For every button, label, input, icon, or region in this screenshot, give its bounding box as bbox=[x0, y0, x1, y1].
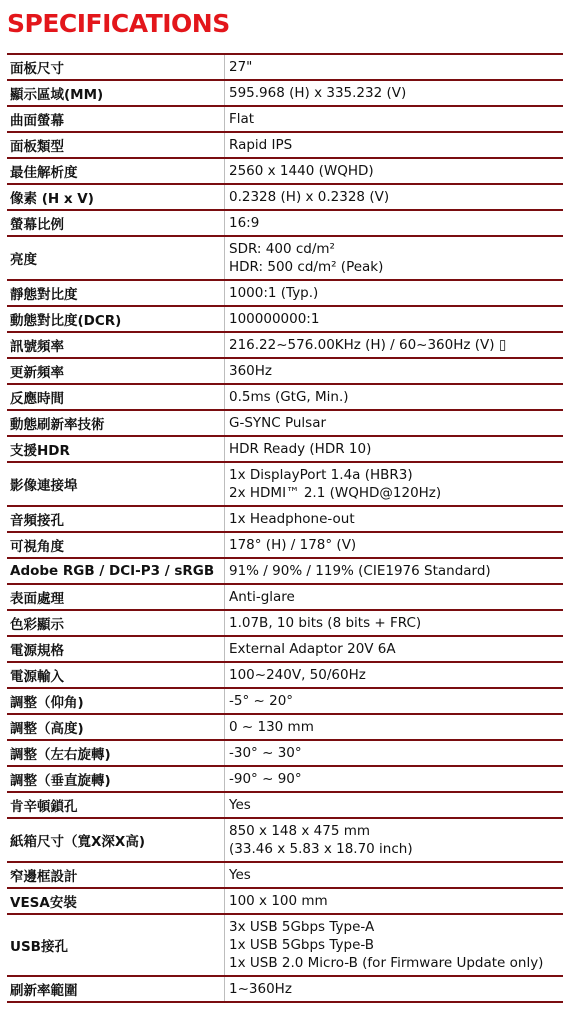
spec-value-line: 2560 x 1440 (WQHD) bbox=[229, 163, 374, 179]
spec-label: 面板類型 bbox=[7, 133, 225, 157]
spec-row bbox=[7, 81, 563, 107]
spec-row bbox=[7, 715, 563, 741]
spec-label: 影像連接埠 bbox=[7, 463, 225, 505]
spec-value-line: HDR Ready (HDR 10) bbox=[229, 441, 372, 457]
spec-value-line: G-SYNC Pulsar bbox=[229, 415, 327, 431]
spec-row bbox=[7, 185, 563, 211]
spec-value-line: 1x USB 2.0 Micro-B (for Firmware Update only) bbox=[229, 955, 544, 971]
spec-value-line: 360Hz bbox=[229, 363, 273, 379]
spec-value bbox=[225, 437, 563, 461]
spec-row bbox=[7, 507, 563, 533]
spec-value-line: 16:9 bbox=[229, 215, 260, 231]
spec-row bbox=[7, 55, 563, 81]
spec-value bbox=[225, 333, 563, 357]
spec-value-line: Rapid IPS bbox=[229, 137, 293, 153]
spec-value bbox=[225, 533, 563, 557]
spec-row bbox=[7, 411, 563, 437]
spec-value-line: 0 ~ 130 mm bbox=[229, 719, 314, 735]
spec-value bbox=[225, 559, 563, 583]
spec-value bbox=[225, 611, 563, 635]
spec-value-line: 2x HDMI™ 2.1 (WQHD@120Hz) bbox=[229, 485, 442, 501]
spec-value-line: SDR: 400 cd/m² bbox=[229, 241, 335, 257]
spec-value-line: -5° ~ 20° bbox=[229, 693, 294, 709]
spec-label: 調整（仰角) bbox=[7, 689, 225, 713]
spec-row bbox=[7, 585, 563, 611]
spec-label: 電源規格 bbox=[7, 637, 225, 661]
spec-row bbox=[7, 767, 563, 793]
spec-value-line: 1000:1 (Typ.) bbox=[229, 285, 319, 301]
spec-row bbox=[7, 741, 563, 767]
spec-row bbox=[7, 437, 563, 463]
spec-row bbox=[7, 889, 563, 915]
spec-row bbox=[7, 237, 563, 281]
spec-value bbox=[225, 81, 563, 105]
spec-label: Adobe RGB / DCI-P3 / sRGB bbox=[7, 559, 225, 583]
spec-value-line: 1x Headphone-out bbox=[229, 511, 355, 527]
spec-value-line: 0.5ms (GtG, Min.) bbox=[229, 389, 349, 405]
spec-label: 螢幕比例 bbox=[7, 211, 225, 235]
spec-row bbox=[7, 463, 563, 507]
spec-value bbox=[225, 55, 563, 79]
spec-value-line: 178° (H) / 178° (V) bbox=[229, 537, 357, 553]
spec-row bbox=[7, 211, 563, 237]
spec-value bbox=[225, 211, 563, 235]
spec-value bbox=[225, 359, 563, 383]
spec-label: 調整（高度) bbox=[7, 715, 225, 739]
spec-label: 紙箱尺寸（寬X深X高) bbox=[7, 819, 225, 861]
spec-value bbox=[225, 463, 563, 505]
spec-value-line: 1x DisplayPort 1.4a (HBR3) bbox=[229, 467, 413, 483]
spec-label: 更新頻率 bbox=[7, 359, 225, 383]
spec-value bbox=[225, 915, 563, 975]
page-title: SPECIFICATIONS bbox=[7, 9, 230, 38]
spec-label: 調整（左右旋轉) bbox=[7, 741, 225, 765]
spec-value-line: Yes bbox=[229, 867, 251, 883]
spec-label: 肯辛頓鎖孔 bbox=[7, 793, 225, 817]
spec-label: 面板尺寸 bbox=[7, 55, 225, 79]
spec-label: USB接孔 bbox=[7, 915, 225, 975]
spec-value bbox=[225, 663, 563, 687]
spec-value bbox=[225, 107, 563, 131]
spec-label: 反應時間 bbox=[7, 385, 225, 409]
spec-value-line: 3x USB 5Gbps Type-A bbox=[229, 919, 375, 935]
spec-value-line: 91% / 90% / 119% (CIE1976 Standard) bbox=[229, 563, 491, 579]
spec-row bbox=[7, 819, 563, 863]
spec-value-line: 850 x 148 x 475 mm bbox=[229, 823, 371, 839]
spec-row bbox=[7, 863, 563, 889]
spec-label: 顯示區域(MM) bbox=[7, 81, 225, 105]
spec-row bbox=[7, 793, 563, 819]
spec-value bbox=[225, 159, 563, 183]
spec-value-line: -30° ~ 30° bbox=[229, 745, 302, 761]
spec-value-line: 1.07B, 10 bits (8 bits + FRC) bbox=[229, 615, 422, 631]
spec-row bbox=[7, 359, 563, 385]
spec-value bbox=[225, 863, 563, 887]
spec-label: 動態對比度(DCR) bbox=[7, 307, 225, 331]
spec-value-line: Flat bbox=[229, 111, 255, 127]
spec-label: 動態刷新率技術 bbox=[7, 411, 225, 435]
spec-row bbox=[7, 159, 563, 185]
spec-value bbox=[225, 411, 563, 435]
spec-value bbox=[225, 977, 563, 1001]
spec-label: 刷新率範圍 bbox=[7, 977, 225, 1001]
spec-label: 亮度 bbox=[7, 237, 225, 279]
spec-label: 訊號頻率 bbox=[7, 333, 225, 357]
spec-row bbox=[7, 663, 563, 689]
spec-table bbox=[7, 53, 563, 1003]
spec-row bbox=[7, 385, 563, 411]
spec-value bbox=[225, 741, 563, 765]
spec-value bbox=[225, 767, 563, 791]
spec-value bbox=[225, 715, 563, 739]
spec-value bbox=[225, 385, 563, 409]
spec-value-line: (33.46 x 5.83 x 18.70 inch) bbox=[229, 841, 413, 857]
spec-value bbox=[225, 689, 563, 713]
spec-value bbox=[225, 237, 563, 279]
spec-value-line: 27" bbox=[229, 59, 253, 75]
spec-label: 曲面螢幕 bbox=[7, 107, 225, 131]
spec-label: 色彩顯示 bbox=[7, 611, 225, 635]
spec-row bbox=[7, 611, 563, 637]
spec-label: 窄邊框設計 bbox=[7, 863, 225, 887]
spec-value bbox=[225, 307, 563, 331]
spec-label: 最佳解析度 bbox=[7, 159, 225, 183]
spec-value-line: 100~240V, 50/60Hz bbox=[229, 667, 366, 683]
spec-row bbox=[7, 533, 563, 559]
spec-value-line: 0.2328 (H) x 0.2328 (V) bbox=[229, 189, 390, 205]
spec-label: VESA安裝 bbox=[7, 889, 225, 913]
spec-value bbox=[225, 637, 563, 661]
spec-value-line: Yes bbox=[229, 797, 251, 813]
spec-label: 支援HDR bbox=[7, 437, 225, 461]
spec-value bbox=[225, 281, 563, 305]
spec-row bbox=[7, 307, 563, 333]
spec-row bbox=[7, 637, 563, 663]
spec-label: 調整（垂直旋轉) bbox=[7, 767, 225, 791]
spec-row bbox=[7, 689, 563, 715]
spec-value-line: External Adaptor 20V 6A bbox=[229, 641, 396, 657]
spec-value bbox=[225, 889, 563, 913]
spec-row bbox=[7, 977, 563, 1003]
spec-row bbox=[7, 559, 563, 585]
spec-row bbox=[7, 107, 563, 133]
spec-value-line: Anti-glare bbox=[229, 589, 295, 605]
spec-value bbox=[225, 585, 563, 609]
spec-label: 像素 (H x V) bbox=[7, 185, 225, 209]
spec-value-line: 100000000:1 bbox=[229, 311, 320, 327]
spec-value-line: HDR: 500 cd/m² (Peak) bbox=[229, 259, 384, 275]
spec-value bbox=[225, 819, 563, 861]
spec-label: 可視角度 bbox=[7, 533, 225, 557]
spec-value bbox=[225, 185, 563, 209]
spec-value bbox=[225, 793, 563, 817]
spec-label: 音頻接孔 bbox=[7, 507, 225, 531]
spec-label: 靜態對比度 bbox=[7, 281, 225, 305]
spec-value-line: 216.22~576.00KHz (H) / 60~360Hz (V) ▯ bbox=[229, 337, 507, 353]
spec-value-line: 100 x 100 mm bbox=[229, 893, 328, 909]
spec-row bbox=[7, 915, 563, 977]
spec-value-line: 595.968 (H) x 335.232 (V) bbox=[229, 85, 407, 101]
spec-row bbox=[7, 133, 563, 159]
spec-row bbox=[7, 281, 563, 307]
spec-label: 表面處理 bbox=[7, 585, 225, 609]
spec-row bbox=[7, 333, 563, 359]
spec-value-line: -90° ~ 90° bbox=[229, 771, 302, 787]
spec-label: 電源輸入 bbox=[7, 663, 225, 687]
spec-value bbox=[225, 507, 563, 531]
spec-value bbox=[225, 133, 563, 157]
spec-value-line: 1~360Hz bbox=[229, 981, 292, 997]
spec-value-line: 1x USB 5Gbps Type-B bbox=[229, 937, 375, 953]
